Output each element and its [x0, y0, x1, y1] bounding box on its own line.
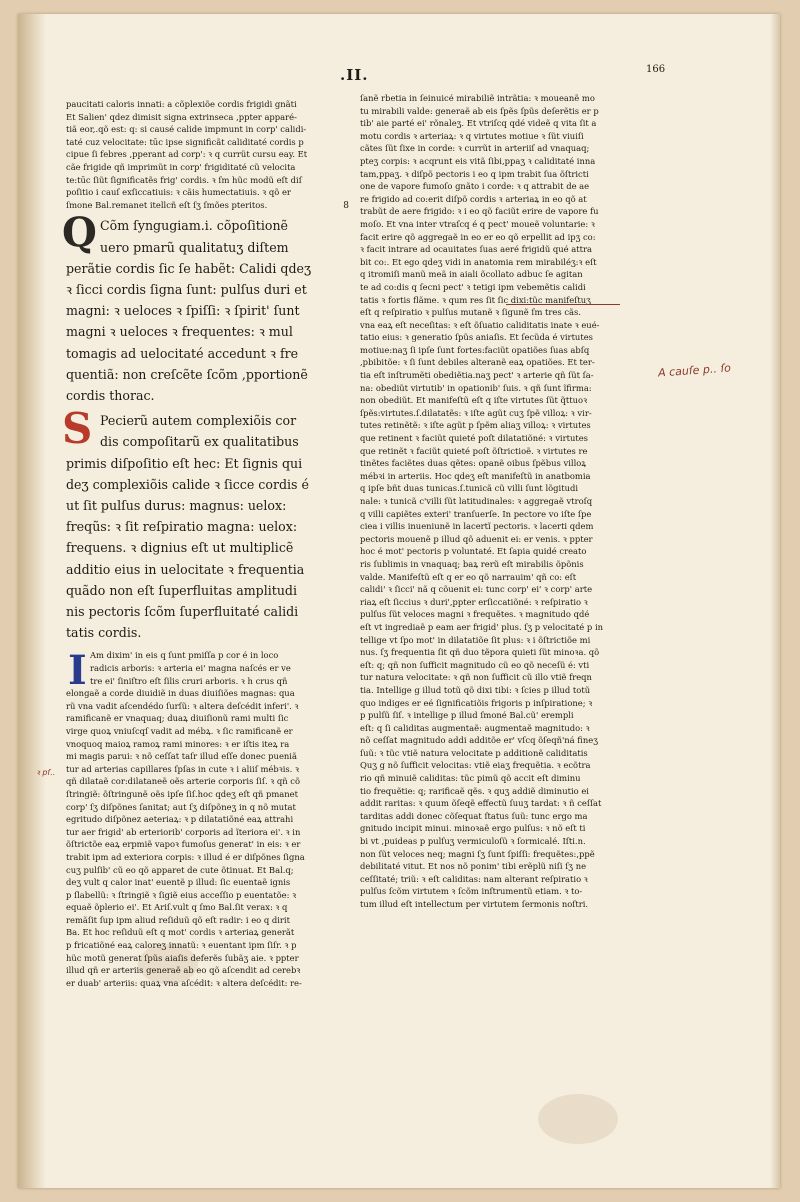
text-line: moſo. Et vna inter vtraſcq é q pect' moueẽ voluntarie: ꝛ [360, 218, 595, 229]
text-line: nale: ꝛ tunicã c'villi ſũt latitudinales: ꝛ aggregaẽ vtroſq [360, 496, 593, 506]
text-line: quentiã: non creſcẽte ſcõm ,pportionẽ [66, 366, 308, 382]
text-line: magni: ꝛ ueloces ꝛ ſpiſſi: ꝛ ſpirit' ſunt [66, 303, 300, 319]
text-line: gnitudo incipit minui. minoꝛaẽ ergo pulſus: ꝛ nõ eſt ti [360, 823, 586, 834]
text-line: ſtringiẽ: õſtringunẽ oẽs ipſe ſiſ.hoc qdeʒ eſt qñ pmanet [66, 788, 298, 799]
text-line: ramificanẽ er vnaquaq; duaꝝ diuiſionũ rami multi ſic [66, 713, 289, 724]
text-line: tio frequẽtie: q; rarificaẽ qẽs. ꝛ quʒ addiẽ diminutio ei [360, 785, 589, 796]
text-line: nis pectoris ſcõm ſuperfluitaté calidi [66, 604, 299, 619]
text-line: virge quoꝝ vniuſcqſ vadit ad mébꝝ. ꝛ ſic ramificanẽ er [66, 725, 293, 736]
text-line: qñ dilataẽ cor:dilataneẽ oẽs arterie corporis ſiſ. ꝛ qñ cõ [66, 776, 301, 787]
text-line: Pecierũ autem complexiõis cor [100, 413, 297, 429]
right-column [360, 92, 650, 911]
paragraph-1 [66, 98, 351, 211]
text-line: q villi capiẽtes exteri' tranſuerſe. In pectore vo iſte ſpe [360, 508, 592, 519]
text-line: tutes retinẽtẽ: ꝛ iſte agũt p ſpẽm aliaʒ villoꝝ: ꝛ virtutes [360, 420, 591, 431]
text-line: deʒ vult q calor inat' euentẽ p illud: ſic euentaẽ ignis [66, 877, 291, 888]
text-line: cãe frigide qñ imprimũt in corp' frigiditaté cũ velocita [66, 161, 296, 172]
text-line: que retinent ꝛ faciũt quieté poſt dilatatiõné: ꝛ virtutes [360, 433, 588, 444]
text-line: tum illud eſt intellectum per virtutem ſermonis noſtri. [360, 899, 589, 909]
text-line: remãſit ſup ipm aliud reſiduũ qõ eſt radir: i eo q dirit [66, 914, 290, 925]
text-line: deʒ complexiõis calide ꝛ ſicce cordis é [66, 476, 309, 492]
text-line: radicis arboris: ꝛ arteria ei' magna naſcés er ve [90, 663, 291, 673]
text-line: tatis ꝛ fortis flãme. ꝛ qum res ſit ſic dixi:tũc manifeſtuʒ [360, 294, 591, 305]
page-gutter-shadow [18, 14, 46, 1188]
foxing-stain [538, 1094, 618, 1144]
text-line: pectoris mouenẽ p illud qõ aduenit ei: er venis. ꝛ ppter [360, 533, 593, 544]
text-line: tiã eor,.qõ est: q: si causé calide impmunt in corp' calidi- [66, 124, 307, 135]
text-line: ſuũ: ꝛ tũc vtiẽ natura velocitate p additionẽ caliditatis [360, 747, 588, 758]
text-line: te ad co:dis q ſecni pect' ꝛ tetigi ipm vebemẽtis calidi [360, 281, 586, 292]
text-line: Am dixim' in eis q ſunt pmiſſa p cor é in loco [90, 650, 279, 661]
text-line: q ipſe bñt duas tunicas.ſ.tunicã cũ villi ſunt lõgitudi [360, 483, 579, 494]
text-line: tib' aie parté ei' rõnaleʒ. Et vtriſcq qdé videẽ q vita ſit a [360, 118, 597, 129]
text-line: ,pbibitõe: ꝛ ſi ſunt debiles alteranẽ eaꝝ opatiões. Et ter- [360, 357, 595, 368]
marginal-annotation: A cauſe p.. ſo [657, 361, 732, 380]
text-line: tam,ppaʒ. ꝛ diſpõ pectoris i eo q ipm trabit ſua õſtricti [360, 168, 589, 179]
text-line: rũ vna vadit aſcendédo ſurſũ: ꝛ altera deſcédit inferi'. ꝛ [66, 700, 299, 711]
text-line: ꝛ facit intrare ad ocauitates ſuas aeré frigidũ qué attra [360, 244, 592, 255]
text-line: freqũs: ꝛ ſit reſpiratio magna: uelox: [66, 519, 298, 535]
text-line: motu cordis ꝛ arteriaꝝ: ꝛ q virtutes motiue ꝛ ſũt viuiſi [360, 130, 584, 141]
text-line: Et Salien' qdez dimisit signa extrinseca ,ppter apparé- [66, 111, 297, 122]
text-line: vnoquoq maioꝝ ramoꝝ rami minores: ꝛ er iſtis iteꝝ ra [66, 738, 290, 749]
text-line: valde. Manifeſtũ eſt q er eo qõ narrauim' qñ co: eſt [360, 571, 577, 582]
text-line: cuʒ pulſib' cũ eo qõ apparet de cute õtinuat. Et Bal.q; [66, 864, 294, 875]
text-line: te:tūc ſiũt ſignificatẽs frig' cordis. ꝛ ſm hũc modũ eſt diſ [66, 174, 302, 185]
text-line: elongaẽ a corde diuidiẽ in duas diuiſiões magnas: qua [66, 688, 295, 699]
text-line: pteʒ corpis: ꝛ acqrunt eis vitã ſibi,ppaʒ ꝛ caliditaté inna [360, 155, 596, 166]
text-line: rio qñ minuiẽ caliditas: tũc pimũ qõ accit eſt diminu [360, 773, 581, 784]
text-line: ꝛ ſicci cordis ſigna ſunt: pulſus duri et [66, 281, 307, 297]
text-line: bit co:. Et ego qdeʒ vidi in anatomia rem mirabiléʒ:ꝛ eſt [360, 256, 597, 267]
text-line: er duab' arteriis: quaꝝ vna aſcédit: ꝛ altera deſcédit: re- [66, 977, 302, 988]
text-line: õſtrictõe eaꝝ erpmiẽ vapoꝛ fumoſus generat' in eis: ꝛ er [66, 839, 301, 850]
text-line: frequens. ꝛ dignius eſt ut multiplicẽ [66, 540, 294, 556]
text-line: tre ei' ſiniſtro eſt ſilis cruri arboris. ꝛ h crus qñ [90, 675, 288, 686]
text-line: cordis thorac. [66, 387, 155, 403]
text-line: bi vt ,puideas p pulſuʒ vermiculoſũ ꝛ ſormicalé. Iſti.n. [360, 836, 586, 847]
text-line: ris ſublimis in vnaquaq; baꝝ rerũ eſt mirabilis õpõnis [360, 558, 584, 569]
text-line: pulſus ſcõm virtutem ꝛ ſcõm inſtrumentũ etiam. ꝛ to- [360, 886, 583, 897]
text-line: paucitati caloris innati: a cõplexiõe cordis frigidi gnãti [66, 99, 297, 109]
initial-s-rubricated: S [62, 404, 93, 454]
text-line: hüc motũ generat ſpũs aiaſis deferẽs ſubãʒ aie. ꝛ ppter [66, 952, 299, 963]
manuscript-page [18, 14, 780, 1188]
text-line: ceſſitaté; triũ: ꝛ eſt caliditas: nam alterant reſpiratio ꝛ [360, 873, 588, 884]
text-line: calidi' ꝛ ſicci' nã q cõuenit ei: tunc corp' ei' ꝛ corp' arte [360, 584, 593, 595]
text-line: vna eaꝝ eſt neceſitas: ꝛ eſt õſuatio caliditatis inate ꝛ eué- [360, 319, 600, 330]
text-line: tatis cordis. [66, 625, 142, 641]
text-line: eſt: q ſi caliditas augmentaẽ: augmentaẽ magnitudo: ꝛ [360, 722, 590, 733]
text-line: non obediũt. Et manifeſtũ eſt q iſte virtutes ſũt q̃ttuoꝛ [360, 395, 588, 406]
text-line: tatio eius: ꝛ generatio ſpũs aniaſis. Et ſecũda é virtutes [360, 332, 593, 343]
text-line: cipue ſi febres ,pperant ad corp': ꝛ q currüt cursu eay. Et [66, 149, 308, 160]
initial-i-blue: I [68, 647, 87, 695]
text-line: que retinẽt ꝛ faciũt quieté poſt õſtrictioẽ. ꝛ virtutes re [360, 445, 588, 456]
text-line: riaꝝ eſt ſiccius ꝛ duri',ppter erſiccatiõné: ꝛ reſpiratio ꝛ [360, 596, 588, 607]
text-line: equaẽ õplerio ei'. Et Ariſ.vult q ſmo Bal.ſit verax: ꝛ q [66, 902, 288, 913]
text-line: p pulſũ ſiſ. ꝛ intellige p illud ſmoné Bal.cũ' erempli [360, 710, 574, 721]
text-line: trabũt de aere frigido: ꝛ i eo qõ faciũt erire de vapore fu [360, 206, 599, 217]
text-line: pulſus ſũt veloces magni ꝛ frequẽtes. ꝛ magnitudo qdé [360, 609, 590, 620]
text-line: Cõm ſyngugiam.i. cõpoſitionẽ [100, 218, 289, 234]
text-line: nõ ceſſat magnitudo addi additõe er' vſcq õſeqñ'ná fineʒ [360, 735, 598, 746]
text-line: quãdo non eſt ſuperfluitas amplitudi [66, 582, 298, 598]
text-line: motiue:naʒ ſi ipſe ſunt fortes:faciũt opatiões ſuas abſq [360, 344, 590, 355]
paragraph-3 [62, 404, 351, 643]
text-line: quo indiges er eé ſignificatiõis frigoris p inſpiratione; ꝛ [360, 697, 593, 708]
text-line: re frigido ad co:erit diſpõ cordis ꝛ arteriaꝝ in eo qõ at [360, 193, 587, 204]
text-line: one de vapore fumoſo gnãto i corde: ꝛ q attrabit de ae [360, 181, 590, 192]
page-edge [770, 14, 780, 1188]
text-line: tia eſt inſtrumẽti obediẽtia.naʒ pect' ꝛ arterie qñ ſũt ſa- [360, 370, 594, 381]
text-line: q itromiſi manũ meã in aiali õcollato adbuc ſe agitan [360, 269, 583, 280]
text-line: hoc é mot' pectoris p voluntaté. Et ſapia quidé creato [360, 546, 587, 557]
text-line: mébꝛi in arteriis. Hoc qdeʒ eſt manifeſtũ in anatbomia [360, 470, 591, 481]
left-column [62, 98, 351, 989]
text-line: Ba. Et hoc reſiduũ eſt q mot' cordis ꝛ arteriaꝝ generãt [66, 927, 295, 938]
text-line: ciea i villis inueniunẽ in lacertĩ pectoris. ꝛ lacerti qdem [360, 521, 594, 532]
text-line: illud qñ er arteriis generaẽ ab eo qõ aſcendit ad cerebꝛ [66, 965, 301, 976]
text-line: ut ſit pulſus durus: magnus: uelox: [66, 497, 287, 513]
text-line: eſt vt ingrediaẽ p eam aer frigid' plus. ſʒ p velocitaté p in [360, 621, 604, 632]
text-line: facit erire qõ aggregaẽ in eo er eo qõ erpellit ad ipʒ co: [360, 231, 596, 242]
text-line: debilitaté vitut. Et nos nõ ponim' tibi erẽplũ niſi ſʒ ne [360, 861, 587, 872]
text-line: additio eius in uelocitate ꝛ frequentia [66, 561, 305, 577]
text-line: ſanẽ rbetia in ſeinuicé mirabiliẽ intrãtia: ꝛ moueanẽ mo [360, 93, 595, 103]
text-line: taté cuz velocitate: tūc ipse significãt caliditaté cordis p [66, 136, 304, 147]
text-line: dis compoſitarũ ex qualitatibus [100, 434, 299, 450]
text-line: tinẽtes faciẽtes duas qẽtes: opanẽ oibus ſpẽbus villoꝝ [360, 458, 587, 469]
text-line: p fricatiõné eaꝝ caloreʒ innatũ: ꝛ euentant ipm ſiſr. ꝛ p [66, 940, 297, 951]
initial-q: Q [62, 209, 97, 257]
text-line: tomagis ad uelocitaté accedunt ꝛ fre [66, 345, 299, 361]
paragraph-4 [66, 649, 351, 989]
text-line: uero pmarũ qualitatuʒ diſtem [100, 239, 289, 255]
text-line: tur aer frigid' ab erteriorib' corporis ad ĩteriora ei'. ꝛ in [66, 826, 301, 837]
marginal-note-left [36, 760, 76, 780]
text-line: egritudo diſpõnez aeteriaꝝ: ꝛ p dilatatiõné eaꝝ attrahi [66, 814, 294, 825]
text-line: corp' ſʒ diſpõnes ſanitat; aut ſʒ diſpõneʒ in q nõ mutat [66, 801, 296, 812]
text-line: ſmone Bal.remanet itellcñ eſt ſʒ ſmões pteritos. [66, 199, 268, 210]
text-line: ſpẽs:virtutes.ſ.dilatatẽs: ꝛ iſte agũt cuʒ ſpẽ villoꝝ: ꝛ vir- [360, 407, 592, 418]
paragraph-end-mark: 8 [343, 201, 349, 212]
text-line: primis diſpoſitio eſt hec: Et ſignis qui [66, 455, 303, 471]
text-line: nus. ſʒ frequentia ſit qñ duo tẽpora quieti ſũt minoꝛa. qõ [360, 647, 600, 658]
marginal-note-right [656, 362, 776, 432]
folio-number: 166 [646, 64, 666, 75]
text-line: tur natura velocitate: ꝛ qñ non ſufficit cũ illo vtiẽ freqn [360, 672, 592, 683]
text-line: magni ꝛ ueloces ꝛ frequentes: ꝛ mul [66, 324, 293, 340]
text-line: tarditas addi donec cõſequat ſtatus ſuũ: tunc ergo ma [360, 810, 588, 821]
running-head: .II. [340, 66, 369, 84]
text-line: non ſũt veloces neq; magni ſʒ ſunt ſpiſſi: frequẽtes:,ppẽ [360, 848, 595, 859]
text-line: eſt: q; qñ non ſufficit magnitudo cũ eo qõ neceſũ é: vti [360, 659, 590, 670]
marginal-annotation: ꝛ pſ.. [36, 768, 56, 777]
text-line: na: obediũt virtutib' in opationib' ſuis. ꝛ qñ ſunt ĩfirma: [360, 382, 592, 393]
text-line: tur ad arterias capillares ſpſas in cute ꝛ i aliiſ mébꝛis. ꝛ [66, 763, 299, 774]
text-line: eſt q reſpiratio ꝛ pulſus mutanẽ ꝛ ſigunẽ ſm tres cãs. [360, 307, 581, 318]
text-line: Quʒ g nõ ſufficit velocitas: vtiẽ eiaʒ frequẽtia. ꝛ ecõtra [360, 760, 591, 771]
text-line: tellige vt ſpo mot' in dilatatiõe ſit plus: ꝛ i õſtrictiõe mi [360, 634, 591, 645]
text-line: perãtie cordis ſic ſe habẽt: Calidi qdeʒ [66, 260, 312, 276]
text-line: addit raritas: ꝛ quum õſeqẽ effectũ ſuuʒ tardat: ꝛ ñ ceſſat [360, 798, 602, 809]
text-line: cãtes ſũt ſixe in corde: ꝛ currũt in arteriiſ ad vnaquaq; [360, 143, 590, 154]
text-line: tia. Intellige g illud totũ qõ dixi tibi: ꝛ ſcies p illud totũ [360, 684, 591, 695]
paragraph-2 [62, 209, 351, 406]
reader-underline [506, 304, 620, 305]
text-line: tu mirabili valde: generaẽ ab eis ſpẽs ſpũs deſerẽtis er p [360, 105, 599, 116]
text-line: mi magis parui: ꝛ nõ ceſſat taſr illud eſſe donec pueniã [66, 751, 297, 762]
text-line: trabit ipm ad exteriora corpis: ꝛ illud é er diſpõnes ſigna [66, 851, 305, 862]
text-line: p ſlabellũ: ꝛ ſtringiẽ ꝛ ſigiẽ eius acceſſio p euentatõe: ꝛ [66, 889, 297, 900]
text-line: poſitio i cauſ exſiccatiuis: ꝛ cãis humectatiuis. ꝛ qõ er [66, 187, 291, 198]
